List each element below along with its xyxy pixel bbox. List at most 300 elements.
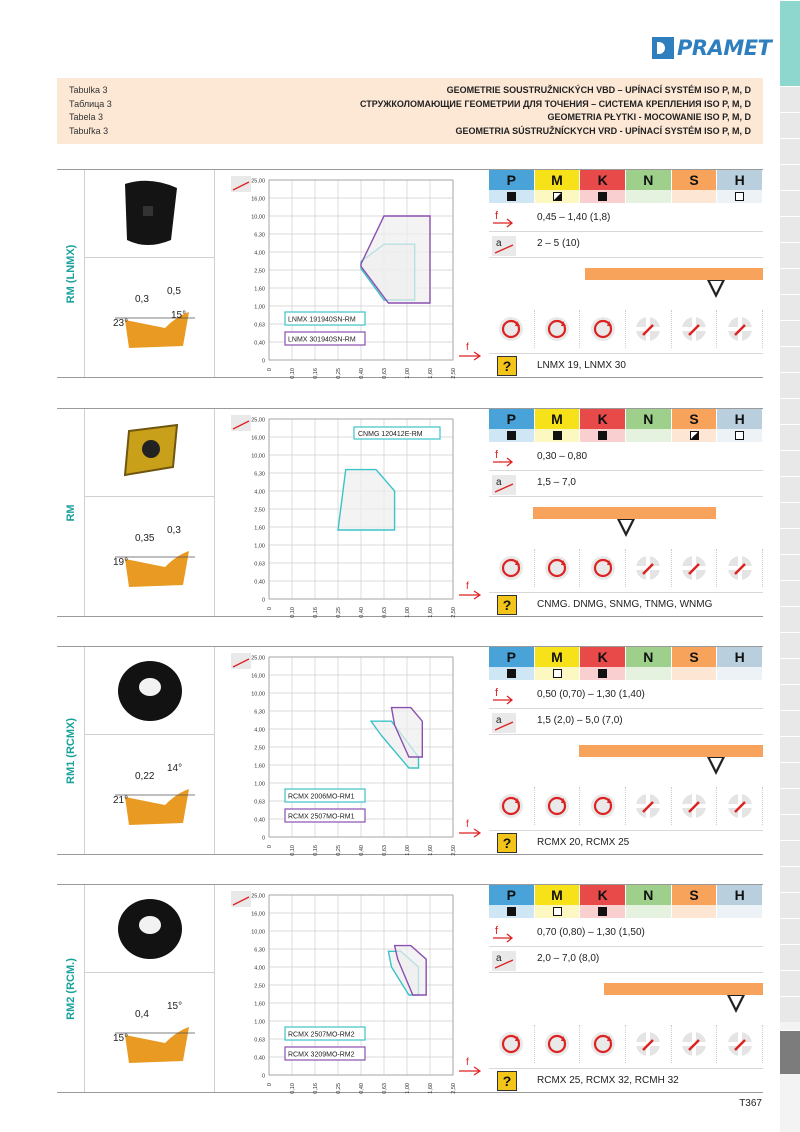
x-tick-label: 0,10 <box>290 1083 296 1094</box>
x-tick-label: 1,60 <box>428 845 434 856</box>
side-tab[interactable] <box>780 216 800 242</box>
x-tick-label: 0,40 <box>359 607 365 618</box>
question-icon: ? <box>497 833 517 853</box>
chipbreaker-profile <box>85 973 215 1093</box>
geometry-label-cell <box>57 170 85 377</box>
feed-icon <box>491 209 517 231</box>
suitability-full-icon <box>507 907 516 916</box>
feed-icon <box>491 448 517 470</box>
depth-icon <box>491 474 517 496</box>
operation-cell <box>672 310 718 348</box>
suitability-full-icon <box>598 192 607 201</box>
feed-symbol: f <box>495 925 499 937</box>
profile-dimension: 23° <box>113 318 129 329</box>
insert-image-cell <box>85 885 215 1092</box>
chart-svg <box>217 170 487 379</box>
x-tick-label: 0,25 <box>336 607 342 618</box>
depth-row <box>489 711 763 735</box>
chipbreaker-chart <box>217 170 487 377</box>
material-group-p: P <box>489 170 535 190</box>
suitability-full-icon <box>507 669 516 678</box>
operation-icon <box>589 315 617 343</box>
operation-icon <box>680 792 708 820</box>
x-tick-label: 0 <box>267 845 273 849</box>
insert-photo-cell <box>85 885 215 973</box>
side-tab[interactable] <box>780 606 800 632</box>
suitability-cell <box>717 190 763 203</box>
material-group-n: N <box>626 647 672 667</box>
suitability-cell <box>672 190 718 203</box>
side-tab[interactable] <box>780 684 800 710</box>
depth-symbol: a <box>496 715 502 726</box>
geometry-section <box>57 884 763 1093</box>
x-tick-label: 0,16 <box>313 1083 319 1094</box>
suitability-cell <box>489 429 535 442</box>
y-tick-label: 0,40 <box>254 817 265 824</box>
y-tick-label: 2,50 <box>254 983 265 990</box>
operation-icon <box>726 792 754 820</box>
side-tab[interactable] <box>780 736 800 762</box>
insert-image-cell <box>85 170 215 377</box>
optimum-marker-icon <box>707 757 725 775</box>
side-tab[interactable] <box>780 242 800 268</box>
suitability-cell <box>489 667 535 680</box>
side-tab[interactable] <box>780 112 800 138</box>
y-tick-label: 0,63 <box>254 1037 265 1044</box>
y-tick-label: 1,60 <box>254 525 265 532</box>
operation-cell <box>535 787 581 825</box>
x-tick-label: 0 <box>267 1083 273 1087</box>
side-tab[interactable] <box>780 554 800 580</box>
y-tick-label: 25,00 <box>251 417 265 424</box>
depth-range: 2 – 5 (10) <box>537 238 580 249</box>
depth-range: 1,5 – 7,0 <box>537 477 576 488</box>
suitability-cell <box>672 429 718 442</box>
application-row <box>489 830 763 854</box>
material-header <box>489 409 763 429</box>
optimum-marker-icon <box>617 519 635 537</box>
application-row <box>489 353 763 377</box>
operation-cell <box>489 1025 535 1063</box>
chipbreaker-profile <box>85 497 215 617</box>
y-tick-label: 0 <box>261 597 265 604</box>
y-tick-label: 6,30 <box>254 709 265 716</box>
depth-icon <box>491 950 517 972</box>
side-tab[interactable] <box>780 658 800 684</box>
title-cz: GEOMETRIE SOUSTRUŽNICKÝCH VBD – UPÍNACÍ SYSTÉM ISO P, M, D <box>446 85 751 95</box>
operation-icon <box>497 315 525 343</box>
operation-cell <box>717 787 763 825</box>
feed-symbol: f <box>495 449 499 461</box>
profile-dimension: 19° <box>113 557 129 568</box>
insert-hole <box>139 916 161 934</box>
operation-cell <box>489 549 535 587</box>
operation-icon <box>726 554 754 582</box>
profile-cell <box>85 497 215 617</box>
chipbreaker-chart <box>217 409 487 616</box>
operation-icon <box>680 1030 708 1058</box>
suitability-empty-icon <box>735 192 744 201</box>
insert-photo-cell <box>85 647 215 735</box>
material-group-m: M <box>535 170 581 190</box>
material-suitability-row <box>489 429 763 442</box>
material-group-p: P <box>489 647 535 667</box>
side-tab[interactable] <box>780 164 800 190</box>
optimum-marker-icon <box>727 995 745 1013</box>
material-group-m: M <box>535 409 581 429</box>
material-group-p: P <box>489 409 535 429</box>
material-group-k: K <box>580 885 626 905</box>
x-tick-label: 0 <box>267 368 273 372</box>
side-tab[interactable] <box>780 450 800 476</box>
application-range-bar <box>533 507 717 519</box>
x-tick-label: 0,63 <box>382 368 388 379</box>
title-pl: GEOMETRIA PŁYTKI - MOCOWANIE ISO P, M, D <box>547 112 751 122</box>
profile-dimension: 0,3 <box>135 294 149 305</box>
side-tab[interactable] <box>780 424 800 450</box>
depth-icon <box>491 712 517 734</box>
x-tick-label: 0,40 <box>359 845 365 856</box>
material-group-s: S <box>672 170 718 190</box>
chipbreaker-chart <box>217 885 487 1092</box>
side-tab[interactable] <box>780 866 800 892</box>
material-group-m: M <box>535 647 581 667</box>
legend-label: RCMX 2006MO-RM1 <box>288 793 355 801</box>
chipbreaker-chart <box>217 647 487 854</box>
y-tick-label: 0,40 <box>254 1055 265 1062</box>
profile-cell <box>85 735 215 855</box>
operation-cell <box>489 310 535 348</box>
side-tab[interactable] <box>780 944 800 970</box>
side-tab[interactable] <box>780 502 800 528</box>
side-tab[interactable] <box>780 788 800 814</box>
profile-shape <box>125 551 189 587</box>
material-group-p: P <box>489 885 535 905</box>
material-panel <box>489 170 763 377</box>
depth-symbol: a <box>496 238 502 249</box>
operation-cell <box>535 1025 581 1063</box>
geometry-label-cell <box>57 885 85 1092</box>
material-header <box>489 885 763 905</box>
suitability-cell <box>626 190 672 203</box>
side-tab[interactable] <box>780 632 800 658</box>
geometry-label: RM1 (RCMX) <box>64 717 77 784</box>
table-number-labels <box>69 84 112 138</box>
depth-icon <box>491 235 517 257</box>
side-tab[interactable] <box>780 346 800 372</box>
profile-dimension: 0,3 <box>167 525 181 536</box>
profile-dimension: 15° <box>113 1033 129 1044</box>
operation-icon <box>589 1030 617 1058</box>
y-tick-label: 0,40 <box>254 340 265 347</box>
operation-cell <box>672 1025 718 1063</box>
feed-icon <box>491 686 517 708</box>
operation-icon <box>634 554 662 582</box>
profile-shape <box>125 1027 189 1063</box>
operation-icon <box>497 792 525 820</box>
depth-range: 1,5 (2,0) – 5,0 (7,0) <box>537 715 623 726</box>
y-tick-label: 4,00 <box>254 727 265 734</box>
suitability-full-icon <box>598 669 607 678</box>
y-tick-label: 25,00 <box>251 655 265 662</box>
table-label-ru: Таблица 3 <box>69 98 112 109</box>
side-tab[interactable] <box>780 86 800 112</box>
side-tab-active[interactable] <box>780 0 800 86</box>
operation-cell <box>626 787 672 825</box>
y-tick-label: 16,00 <box>251 435 265 442</box>
operation-icon <box>726 1030 754 1058</box>
suitability-cell <box>535 667 581 680</box>
material-panel <box>489 647 763 854</box>
side-tab[interactable] <box>780 762 800 788</box>
operation-icon <box>726 315 754 343</box>
operation-icon <box>589 792 617 820</box>
suitability-cell <box>580 905 626 918</box>
suitability-cell <box>672 905 718 918</box>
title-sk: GEOMETRIA SÚSTRUŽNÍCKYCH VRD - UPÍNACÍ SYSTÉM ISO P, M, D <box>455 125 751 136</box>
y-tick-label: 10,00 <box>251 691 265 698</box>
x-tick-label: 0,16 <box>313 845 319 856</box>
suitability-cell <box>580 190 626 203</box>
material-group-h: H <box>717 885 763 905</box>
depth-row <box>489 949 763 973</box>
material-group-m: M <box>535 885 581 905</box>
y-tick-label: 10,00 <box>251 929 265 936</box>
suitability-cell <box>489 190 535 203</box>
operation-cell <box>717 310 763 348</box>
operation-icon <box>634 315 662 343</box>
x-tick-label: 1,00 <box>405 368 411 379</box>
depth-symbol: a <box>496 953 502 964</box>
operation-icon <box>634 1030 662 1058</box>
suitability-cell <box>489 905 535 918</box>
material-group-h: H <box>717 647 763 667</box>
x-tick-label: 0,16 <box>313 368 319 379</box>
side-tab[interactable] <box>780 528 800 554</box>
x-tick-label: 1,00 <box>405 845 411 856</box>
material-group-s: S <box>672 647 718 667</box>
feed-range: 0,50 (0,70) – 1,30 (1,40) <box>537 689 645 700</box>
side-tab[interactable] <box>780 398 800 424</box>
x-tick-label: 0,16 <box>313 607 319 618</box>
y-tick-label: 2,50 <box>254 745 265 752</box>
y-tick-label: 2,50 <box>254 268 265 275</box>
x-tick-label: 1,60 <box>428 607 434 618</box>
side-tab[interactable] <box>780 476 800 502</box>
suitability-cell <box>580 667 626 680</box>
profile-dimension: 0,22 <box>135 771 155 782</box>
legend-label: LNMX 301940SN-RM <box>288 336 356 344</box>
operation-icon <box>543 315 571 343</box>
depth-range: 2,0 – 7,0 (8,0) <box>537 953 600 964</box>
side-tab[interactable] <box>780 320 800 346</box>
side-tab[interactable] <box>780 918 800 944</box>
suitability-cell <box>535 190 581 203</box>
suitability-cell <box>580 429 626 442</box>
suitability-full-icon <box>598 431 607 440</box>
material-group-k: K <box>580 170 626 190</box>
feed-axis-symbol: f <box>466 581 469 592</box>
chipbreaker-profile <box>85 258 215 378</box>
feed-icon <box>491 924 517 946</box>
feed-range: 0,70 (0,80) – 1,30 (1,50) <box>537 927 645 938</box>
material-panel <box>489 885 763 1092</box>
material-group-s: S <box>672 885 718 905</box>
depth-icon <box>491 712 517 734</box>
pramet-logo-icon <box>652 37 674 59</box>
side-tab[interactable] <box>780 970 800 996</box>
insert-photo <box>85 647 215 735</box>
y-tick-label: 10,00 <box>251 214 265 221</box>
feed-row <box>489 923 763 947</box>
depth-symbol: a <box>496 477 502 488</box>
y-tick-label: 16,00 <box>251 911 265 918</box>
legend-label: CNMG 120412E-RM <box>358 431 423 438</box>
y-tick-label: 2,50 <box>254 507 265 514</box>
suitability-full-icon <box>598 907 607 916</box>
table-label-pl: Tabela 3 <box>69 112 104 122</box>
operation-icons-row <box>489 787 763 825</box>
series-area-2 <box>361 216 430 303</box>
operation-icon <box>497 1030 525 1058</box>
geometry-label-cell <box>57 409 85 616</box>
suitability-full-icon <box>553 431 562 440</box>
suitability-cell <box>717 905 763 918</box>
suitability-full-icon <box>507 192 516 201</box>
operation-icon <box>680 554 708 582</box>
x-tick-label: 0,10 <box>290 368 296 379</box>
insert-image-cell <box>85 647 215 854</box>
pramet-logo-text: PRAMET <box>677 36 772 60</box>
feed-axis-arrow-icon <box>459 829 480 837</box>
operation-icon <box>543 792 571 820</box>
insert-photo-cell <box>85 409 215 497</box>
legend-label: RCMX 2507MO-RM2 <box>288 1031 355 1039</box>
x-tick-label: 0,10 <box>290 607 296 618</box>
side-tab-dark[interactable] <box>780 1030 800 1074</box>
y-tick-label: 10,00 <box>251 453 265 460</box>
operation-cell <box>580 549 626 587</box>
y-tick-label: 6,30 <box>254 947 265 954</box>
question-icon: ? <box>497 595 517 615</box>
x-tick-label: 0,63 <box>382 607 388 618</box>
geometry-label: RM <box>64 503 77 522</box>
material-group-n: N <box>626 409 672 429</box>
side-tab[interactable] <box>780 710 800 736</box>
insert-photo <box>85 170 215 258</box>
x-tick-label: 0 <box>267 607 273 611</box>
operation-cell <box>580 787 626 825</box>
y-tick-label: 4,00 <box>254 965 265 972</box>
material-suitability-row <box>489 190 763 203</box>
table-header <box>57 78 763 144</box>
chart-svg <box>217 885 487 1094</box>
y-tick-label: 1,60 <box>254 286 265 293</box>
operation-cell <box>580 1025 626 1063</box>
operation-cell <box>717 1025 763 1063</box>
title-ru: СТРУЖКОЛОМАЮЩИЕ ГЕОМЕТРИИ ДЛЯ ТОЧЕНИЯ – СИСТЕМА КРЕПЛЕНИЯ ISO P, M, D <box>360 98 751 109</box>
optimum-marker-icon <box>707 280 725 298</box>
feed-axis-symbol: f <box>466 819 469 830</box>
side-tab[interactable] <box>780 190 800 216</box>
depth-icon <box>491 474 517 496</box>
side-tab[interactable] <box>780 996 800 1022</box>
side-tab[interactable] <box>780 294 800 320</box>
suitability-half-icon <box>690 431 699 440</box>
suitability-cell <box>626 667 672 680</box>
feed-symbol: f <box>495 210 499 222</box>
insert-hole <box>143 206 153 216</box>
x-tick-label: 2,50 <box>451 1083 457 1094</box>
feed-range: 0,30 – 0,80 <box>537 451 588 462</box>
operation-icons-row <box>489 1025 763 1063</box>
feed-range: 0,45 – 1,40 (1,8) <box>537 212 611 223</box>
chart-svg <box>217 647 487 856</box>
side-tab[interactable] <box>780 138 800 164</box>
side-tab[interactable] <box>780 372 800 398</box>
y-tick-label: 0 <box>261 358 265 365</box>
application-range-bar <box>579 745 763 757</box>
feed-axis-arrow-icon <box>459 591 480 599</box>
insert-image-cell <box>85 409 215 616</box>
y-tick-label: 25,00 <box>251 178 265 185</box>
operation-cell <box>535 310 581 348</box>
x-tick-label: 0,25 <box>336 1083 342 1094</box>
side-tab[interactable] <box>780 814 800 840</box>
y-tick-label: 6,30 <box>254 471 265 478</box>
y-tick-label: 0,63 <box>254 799 265 806</box>
profile-cell <box>85 973 215 1093</box>
operation-icon <box>589 554 617 582</box>
applicable-inserts: LNMX 19, LNMX 30 <box>537 360 626 371</box>
suitability-empty-icon <box>735 431 744 440</box>
side-tab[interactable] <box>780 892 800 918</box>
side-tab[interactable] <box>780 840 800 866</box>
x-tick-label: 0,10 <box>290 845 296 856</box>
y-tick-label: 1,00 <box>254 1019 265 1026</box>
x-tick-label: 1,60 <box>428 1083 434 1094</box>
feed-icon <box>491 209 517 231</box>
side-tab[interactable] <box>780 580 800 606</box>
suitability-half-icon <box>553 192 562 201</box>
y-tick-label: 0,63 <box>254 561 265 568</box>
applicable-inserts: CNMG. DNMG, SNMG, TNMG, WNMG <box>537 599 713 610</box>
y-tick-label: 0 <box>261 835 265 842</box>
material-group-k: K <box>580 409 626 429</box>
feed-axis-arrow-icon <box>459 352 480 360</box>
suitability-full-icon <box>507 431 516 440</box>
page-number: T367 <box>739 1098 762 1109</box>
chart-svg <box>217 409 487 618</box>
insert-photo <box>85 409 215 497</box>
material-group-h: H <box>717 170 763 190</box>
feed-icon <box>491 924 517 946</box>
x-tick-label: 0,25 <box>336 845 342 856</box>
depth-icon <box>491 950 517 972</box>
material-group-s: S <box>672 409 718 429</box>
profile-dimension: 15° <box>167 1001 183 1012</box>
y-tick-label: 16,00 <box>251 196 265 203</box>
material-suitability-row <box>489 905 763 918</box>
x-tick-label: 2,50 <box>451 368 457 379</box>
side-tab[interactable] <box>780 268 800 294</box>
geometry-section <box>57 169 763 378</box>
x-tick-label: 0,63 <box>382 1083 388 1094</box>
profile-dimension: 0,5 <box>167 286 181 297</box>
material-group-h: H <box>717 409 763 429</box>
operation-cell <box>672 549 718 587</box>
y-tick-label: 1,00 <box>254 781 265 788</box>
